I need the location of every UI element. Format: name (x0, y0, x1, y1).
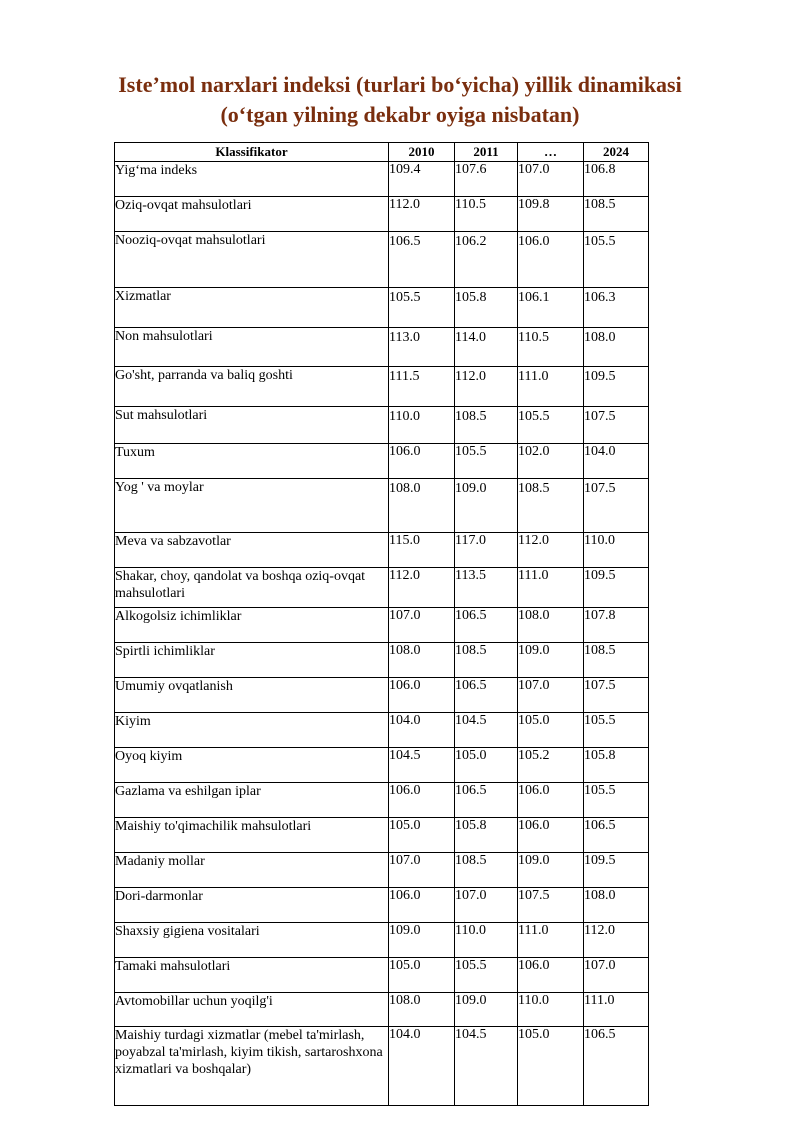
value-cell: 105.5 (584, 783, 649, 818)
value-cell: 110.0 (455, 923, 518, 958)
table-row (115, 197, 649, 232)
table-row (115, 533, 649, 568)
value-cell: 106.0 (518, 232, 584, 288)
table-row (115, 888, 649, 923)
table-row (115, 288, 649, 328)
row-label: Spirtli ichimliklar (115, 643, 389, 678)
row-label: Umumiy ovqatlanish (115, 678, 389, 713)
value-cell: 109.0 (455, 993, 518, 1027)
value-cell: 106.5 (455, 783, 518, 818)
header-ellipsis: … (518, 143, 584, 162)
value-cell: 106.5 (584, 818, 649, 853)
value-cell: 106.5 (455, 678, 518, 713)
row-label: Meva va sabzavotlar (115, 533, 389, 568)
row-label: Oziq-ovqat mahsulotlari (115, 197, 389, 232)
value-cell: 112.0 (584, 923, 649, 958)
document-title (0, 70, 800, 130)
table-row (115, 678, 649, 713)
value-cell: 106.0 (518, 783, 584, 818)
row-label: Xizmatlar (115, 288, 389, 328)
value-cell: 111.0 (518, 923, 584, 958)
table-row (115, 1027, 649, 1106)
value-cell: 106.0 (389, 783, 455, 818)
value-cell: 105.5 (584, 713, 649, 748)
table-row (115, 568, 649, 608)
value-cell: 115.0 (389, 533, 455, 568)
value-cell: 109.5 (584, 853, 649, 888)
value-cell: 109.0 (455, 479, 518, 533)
value-cell: 106.5 (584, 1027, 649, 1106)
title-line-1: Iste’mol narxlari indeksi (turlari bo‘yicha) yillik dinamikasi (118, 72, 682, 97)
value-cell: 117.0 (455, 533, 518, 568)
value-cell: 107.0 (389, 853, 455, 888)
value-cell: 107.8 (584, 608, 649, 643)
value-cell: 105.0 (455, 748, 518, 783)
value-cell: 108.0 (389, 643, 455, 678)
value-cell: 112.0 (518, 533, 584, 568)
title-line-2: (o‘tgan yilning dekabr oyiga nisbatan) (220, 102, 580, 127)
table-row (115, 853, 649, 888)
value-cell: 104.0 (389, 713, 455, 748)
table-row (115, 643, 649, 678)
value-cell: 108.0 (584, 328, 649, 367)
row-label: Gazlama va eshilgan iplar (115, 783, 389, 818)
value-cell: 111.0 (518, 568, 584, 608)
header-year-2010: 2010 (389, 143, 455, 162)
value-cell: 109.5 (584, 367, 649, 407)
value-cell: 105.5 (455, 444, 518, 479)
value-cell: 107.0 (389, 608, 455, 643)
value-cell: 105.5 (389, 288, 455, 328)
value-cell: 106.0 (518, 958, 584, 993)
row-label: Avtomobillar uchun yoqilg'i (115, 993, 389, 1027)
table-row (115, 993, 649, 1027)
value-cell: 110.5 (455, 197, 518, 232)
value-cell: 109.8 (518, 197, 584, 232)
row-label: Kiyim (115, 713, 389, 748)
value-cell: 109.5 (584, 568, 649, 608)
value-cell: 105.5 (518, 407, 584, 444)
value-cell: 113.5 (455, 568, 518, 608)
header-classifier: Klassifikator (115, 143, 389, 162)
value-cell: 109.0 (389, 923, 455, 958)
value-cell: 107.6 (455, 162, 518, 197)
table-row (115, 407, 649, 444)
value-cell: 108.5 (584, 643, 649, 678)
value-cell: 106.0 (389, 444, 455, 479)
value-cell: 108.0 (389, 479, 455, 533)
table-row (115, 783, 649, 818)
row-label: Shakar, choy, qandolat va boshqa oziq-ovqat mahsulotlari (115, 568, 389, 608)
row-label: Maishiy to'qimachilik mahsulotlari (115, 818, 389, 853)
table-row (115, 367, 649, 407)
value-cell: 106.3 (584, 288, 649, 328)
value-cell: 105.0 (389, 818, 455, 853)
value-cell: 104.0 (389, 1027, 455, 1106)
table-header-row (115, 143, 649, 162)
value-cell: 106.0 (518, 818, 584, 853)
value-cell: 102.0 (518, 444, 584, 479)
value-cell: 106.5 (455, 608, 518, 643)
value-cell: 106.5 (389, 232, 455, 288)
value-cell: 107.0 (584, 958, 649, 993)
value-cell: 110.0 (389, 407, 455, 444)
value-cell: 111.0 (518, 367, 584, 407)
table-row (115, 958, 649, 993)
table-row (115, 713, 649, 748)
value-cell: 104.5 (455, 1027, 518, 1106)
value-cell: 110.0 (518, 993, 584, 1027)
row-label: Dori-darmonlar (115, 888, 389, 923)
value-cell: 106.0 (389, 678, 455, 713)
value-cell: 107.0 (518, 678, 584, 713)
row-label: Tuxum (115, 444, 389, 479)
row-label: Tamaki mahsulotlari (115, 958, 389, 993)
value-cell: 104.0 (584, 444, 649, 479)
table-row (115, 479, 649, 533)
table-row (115, 232, 649, 288)
row-label: Sut mahsulotlari (115, 407, 389, 444)
row-label: Alkogolsiz ichimliklar (115, 608, 389, 643)
value-cell: 110.0 (584, 533, 649, 568)
table-row (115, 748, 649, 783)
value-cell: 109.0 (518, 643, 584, 678)
table-row (115, 923, 649, 958)
value-cell: 108.5 (518, 479, 584, 533)
value-cell: 105.2 (518, 748, 584, 783)
value-cell: 112.0 (455, 367, 518, 407)
table-row (115, 328, 649, 367)
value-cell: 113.0 (389, 328, 455, 367)
value-cell: 105.0 (518, 1027, 584, 1106)
row-label: Yog ' va moylar (115, 479, 389, 533)
value-cell: 112.0 (389, 197, 455, 232)
row-label: Nooziq-ovqat mahsulotlari (115, 232, 389, 288)
row-label: Yig‘ma indeks (115, 162, 389, 197)
value-cell: 107.5 (584, 407, 649, 444)
value-cell: 106.2 (455, 232, 518, 288)
value-cell: 108.5 (455, 853, 518, 888)
row-label: Madaniy mollar (115, 853, 389, 888)
row-label: Non mahsulotlari (115, 328, 389, 367)
value-cell: 107.0 (518, 162, 584, 197)
row-label: Maishiy turdagi xizmatlar (mebel ta'mirlash, poyabzal ta'mirlash, kiyim tikish, sartaroshxona xizmatlari va boshqalar) (115, 1027, 389, 1106)
row-label: Go'sht, parranda va baliq goshti (115, 367, 389, 407)
value-cell: 105.5 (455, 958, 518, 993)
table-row (115, 818, 649, 853)
value-cell: 111.5 (389, 367, 455, 407)
value-cell: 108.0 (518, 608, 584, 643)
value-cell: 106.8 (584, 162, 649, 197)
value-cell: 105.8 (584, 748, 649, 783)
value-cell: 105.8 (455, 288, 518, 328)
value-cell: 108.0 (389, 993, 455, 1027)
value-cell: 105.0 (518, 713, 584, 748)
value-cell: 107.0 (455, 888, 518, 923)
value-cell: 108.5 (455, 643, 518, 678)
value-cell: 105.5 (584, 232, 649, 288)
value-cell: 108.5 (455, 407, 518, 444)
value-cell: 107.5 (584, 678, 649, 713)
value-cell: 105.0 (389, 958, 455, 993)
value-cell: 114.0 (455, 328, 518, 367)
value-cell: 106.1 (518, 288, 584, 328)
cpi-table (114, 142, 649, 1106)
row-label: Shaxsiy gigiena vositalari (115, 923, 389, 958)
value-cell: 105.8 (455, 818, 518, 853)
value-cell: 112.0 (389, 568, 455, 608)
table-row (115, 162, 649, 197)
row-label: Oyoq kiyim (115, 748, 389, 783)
value-cell: 108.0 (584, 888, 649, 923)
value-cell: 110.5 (518, 328, 584, 367)
value-cell: 106.0 (389, 888, 455, 923)
table-row (115, 444, 649, 479)
value-cell: 104.5 (389, 748, 455, 783)
value-cell: 107.5 (584, 479, 649, 533)
header-year-2024: 2024 (584, 143, 649, 162)
table-row (115, 608, 649, 643)
value-cell: 108.5 (584, 197, 649, 232)
value-cell: 109.0 (518, 853, 584, 888)
value-cell: 104.5 (455, 713, 518, 748)
header-year-2011: 2011 (455, 143, 518, 162)
value-cell: 107.5 (518, 888, 584, 923)
value-cell: 111.0 (584, 993, 649, 1027)
value-cell: 109.4 (389, 162, 455, 197)
